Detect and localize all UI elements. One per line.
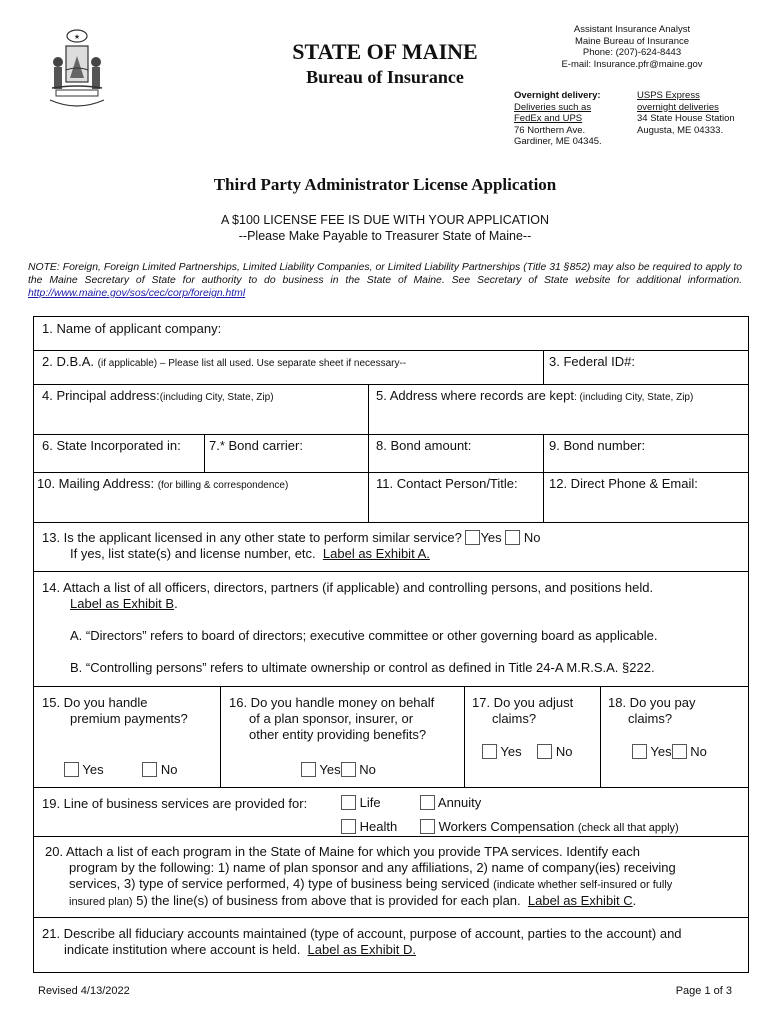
question-17 bbox=[472, 695, 597, 727]
column-divider bbox=[204, 434, 205, 472]
question-text: 16. Do you handle money on behalf bbox=[229, 695, 435, 710]
q18-options bbox=[632, 744, 752, 760]
option-label: Annuity bbox=[437, 795, 482, 810]
field-label: 12. Direct Phone & Email: bbox=[549, 476, 698, 491]
option-label: Yes bbox=[480, 530, 502, 545]
field-label: 8. Bond amount: bbox=[376, 438, 472, 453]
contact-phone: Phone: (207)-624-8443 bbox=[582, 47, 682, 58]
field-principal-address[interactable] bbox=[42, 388, 274, 406]
q13-yes-checkbox[interactable] bbox=[465, 530, 480, 545]
question-text: indicate institution where account is held. bbox=[64, 942, 301, 957]
page-number: Page 1 of 3 bbox=[675, 985, 732, 997]
q14-definition-a: A. “Directors” refers to board of directors; executive committee or other governing board as applicable. bbox=[70, 628, 658, 643]
row-divider bbox=[34, 686, 748, 687]
field-federal-id[interactable] bbox=[549, 354, 635, 370]
q19-health-checkbox[interactable] bbox=[341, 819, 356, 834]
option-label: No bbox=[523, 530, 541, 545]
field-dba[interactable] bbox=[42, 354, 406, 372]
row-divider bbox=[34, 571, 748, 572]
question-19 bbox=[42, 796, 742, 812]
field-label: 11. Contact Person/Title: bbox=[376, 476, 518, 491]
question-text: 14. Attach a list of all officers, directors, partners (if applicable) and controlling persons, and positions held. bbox=[42, 580, 654, 595]
exhibit-label: Label as Exhibit A. bbox=[322, 546, 430, 561]
field-hint: (if applicable) – Please list all used. Use separate sheet if necessary-- bbox=[97, 358, 407, 369]
option-label: Yes bbox=[650, 744, 672, 759]
contact-email: E-mail: Insurance.pfr@maine.gov bbox=[561, 58, 703, 70]
q19-workers-option bbox=[420, 819, 679, 836]
column-divider bbox=[543, 350, 544, 384]
question-text: program by the following: 1) name of plan sponsor and any affiliations, 2) name of company(ies) receiving bbox=[69, 860, 676, 875]
field-label: 3. Federal ID#: bbox=[549, 354, 635, 369]
field-label: 6. State Incorporated in: bbox=[42, 438, 181, 453]
overnight-line: Deliveries such as bbox=[514, 101, 592, 113]
q19-life-option bbox=[341, 795, 381, 811]
q15-yes-checkbox[interactable] bbox=[64, 762, 79, 777]
column-divider bbox=[368, 384, 369, 434]
field-hint: (including City, State, Zip) bbox=[159, 392, 274, 403]
exhibit-end: . bbox=[632, 893, 637, 908]
question-20 bbox=[45, 844, 745, 910]
row-divider bbox=[34, 384, 748, 385]
q13-no-checkbox[interactable] bbox=[505, 530, 520, 545]
q19-annuity-option bbox=[420, 795, 481, 811]
foreign-note bbox=[28, 261, 742, 300]
q18-no-checkbox[interactable] bbox=[672, 744, 687, 759]
option-label: Health bbox=[359, 819, 398, 834]
column-divider bbox=[368, 434, 369, 522]
maine-state-seal-icon bbox=[48, 22, 106, 110]
option-label: No bbox=[359, 762, 376, 777]
field-state-incorporated[interactable] bbox=[42, 438, 181, 454]
q19-annuity-checkbox[interactable] bbox=[420, 795, 435, 810]
field-label: 5. Address where records are kept bbox=[376, 388, 574, 403]
field-records-address[interactable] bbox=[376, 388, 693, 406]
question-text: 17. Do you adjust bbox=[472, 695, 574, 710]
field-label: 2. D.B.A. bbox=[42, 354, 95, 369]
exhibit-label: Label as Exhibit D. bbox=[307, 942, 416, 957]
contact-block bbox=[552, 24, 712, 70]
question-text: 21. Describe all fiduciary accounts maintained (type of account, purpose of account, parties to the account) and bbox=[42, 926, 682, 941]
payable-notice: --Please Make Payable to Treasurer State of Maine-- bbox=[238, 229, 532, 243]
q19-life-checkbox[interactable] bbox=[341, 795, 356, 810]
row-divider bbox=[34, 787, 748, 788]
question-18 bbox=[608, 695, 743, 727]
usps-line: 34 State House Station bbox=[637, 113, 735, 124]
field-applicant-name[interactable] bbox=[42, 321, 221, 337]
page-subtitle: Bureau of Insurance bbox=[306, 67, 464, 87]
question-text: premium payments? bbox=[70, 711, 188, 726]
note-text: NOTE: Foreign, Foreign Limited Partnerships, Limited Liability Companies, or Limited Liability Partnerships (Title 31 §852) may also be required to apply to the Maine Secretary of State for authority to do business in the State of Maine. See Secretary of State website for additional information. bbox=[28, 262, 742, 286]
row-divider bbox=[34, 917, 748, 918]
state-seal bbox=[48, 22, 106, 110]
option-label: Life bbox=[359, 795, 381, 810]
question-14 bbox=[42, 580, 742, 676]
q19-health-option bbox=[341, 819, 397, 835]
question-15 bbox=[42, 695, 217, 727]
overnight-line: 76 Northern Ave. bbox=[514, 124, 586, 136]
column-divider bbox=[600, 686, 601, 787]
question-text: of a plan sponsor, insurer, or bbox=[249, 711, 414, 726]
application-form bbox=[33, 316, 749, 973]
question-text: 18. Do you pay bbox=[608, 695, 696, 710]
fee-notice: A $100 LICENSE FEE IS DUE WITH YOUR APPLICATION bbox=[220, 213, 550, 227]
field-bond-number[interactable] bbox=[549, 438, 645, 454]
usps-line: overnight deliveries bbox=[637, 101, 719, 113]
option-label: No bbox=[690, 744, 707, 759]
question-text: 20. Attach a list of each program in the State of Maine for which you provide TPA services. Identify each bbox=[45, 844, 640, 859]
overnight-delivery-block bbox=[514, 90, 634, 148]
row-divider bbox=[34, 434, 748, 435]
question-text: claims? bbox=[628, 711, 673, 726]
q16-yes-checkbox[interactable] bbox=[301, 762, 316, 777]
contact-line: Maine Bureau of Insurance bbox=[574, 35, 690, 47]
question-text: services, 3) type of service performed, 4) type of business being serviced bbox=[69, 876, 490, 891]
question-text: other entity providing benefits? bbox=[249, 727, 427, 742]
q16-options bbox=[301, 762, 461, 778]
question-hint: insured plan) bbox=[69, 896, 133, 908]
question-text: 15. Do you handle bbox=[42, 695, 148, 710]
question-hint: (indicate whether self-insured or fully bbox=[493, 879, 673, 891]
field-bond-amount[interactable] bbox=[376, 438, 471, 454]
row-divider bbox=[34, 836, 748, 837]
form-title: Third Party Administrator License Application bbox=[213, 175, 557, 194]
field-bond-carrier[interactable] bbox=[209, 438, 303, 454]
column-divider bbox=[543, 434, 544, 522]
question-text: 13. Is the applicant licensed in any other state to perform similar service? bbox=[42, 530, 462, 545]
usps-line: USPS Express bbox=[637, 90, 700, 101]
exhibit-label: Label as Exhibit B bbox=[70, 596, 175, 611]
overnight-heading: Overnight delivery: bbox=[514, 90, 601, 101]
revision-date: Revised 4/13/2022 bbox=[38, 985, 130, 997]
overnight-line: Gardiner, ME 04345. bbox=[514, 136, 602, 147]
option-label: Workers Compensation bbox=[438, 819, 575, 834]
question-21 bbox=[42, 926, 746, 958]
q14-definition-b: B. “Controlling persons” refers to ultimate ownership or control as defined in Title 24-A M.R.S.A. §222. bbox=[70, 660, 655, 675]
field-phone-email[interactable] bbox=[549, 476, 698, 492]
option-label: Yes bbox=[82, 762, 104, 777]
field-label: 9. Bond number: bbox=[549, 438, 646, 453]
option-label: Yes bbox=[500, 744, 522, 759]
row-divider bbox=[34, 472, 748, 473]
field-label: 4. Principal address: bbox=[42, 388, 160, 403]
svg-text:★: ★ bbox=[73, 33, 81, 41]
page-title: STATE OF MAINE bbox=[292, 39, 478, 64]
exhibit-label: Label as Exhibit C bbox=[527, 893, 633, 908]
exhibit-end: . bbox=[174, 596, 178, 611]
q19-workers-checkbox[interactable] bbox=[420, 819, 435, 834]
q15-options bbox=[64, 762, 224, 778]
field-label: 1. Name of applicant company: bbox=[42, 321, 222, 336]
question-text: 5) the line(s) of business from above that is provided for each plan. bbox=[136, 893, 521, 908]
q18-yes-checkbox[interactable] bbox=[632, 744, 647, 759]
question-text: claims? bbox=[492, 711, 537, 726]
secretary-of-state-link[interactable]: http://www.maine.gov/sos/cec/corp/foreign.html bbox=[28, 288, 246, 299]
q17-options bbox=[482, 744, 602, 760]
row-divider bbox=[34, 350, 748, 351]
row-divider bbox=[34, 522, 748, 523]
field-label: 10. Mailing Address: bbox=[37, 476, 155, 491]
usps-delivery-block bbox=[637, 90, 757, 136]
q17-yes-checkbox[interactable] bbox=[482, 744, 497, 759]
option-label: No bbox=[555, 744, 573, 759]
contact-line: Assistant Insurance Analyst bbox=[573, 24, 691, 35]
field-hint: : (including City, State, Zip) bbox=[574, 392, 694, 403]
overnight-line: FedEx and UPS bbox=[514, 113, 583, 124]
question-16 bbox=[229, 695, 461, 743]
question-13 bbox=[42, 530, 742, 562]
q15-no-checkbox[interactable] bbox=[142, 762, 157, 777]
q17-no-checkbox[interactable] bbox=[537, 744, 552, 759]
question-text: If yes, list state(s) and license number, etc. bbox=[70, 546, 316, 561]
field-label: 7.* Bond carrier: bbox=[209, 438, 303, 453]
option-hint: (check all that apply) bbox=[577, 822, 679, 834]
usps-line: Augusta, ME 04333. bbox=[637, 124, 724, 136]
question-text: 19. Line of business services are provided for: bbox=[42, 796, 308, 811]
field-contact-person[interactable] bbox=[376, 476, 518, 492]
q16-no-checkbox[interactable] bbox=[341, 762, 356, 777]
column-divider bbox=[464, 686, 465, 787]
field-mailing-address[interactable] bbox=[37, 476, 288, 494]
option-label: Yes bbox=[319, 762, 341, 777]
option-label: No bbox=[160, 762, 178, 777]
field-hint: (for billing & correspondence) bbox=[157, 480, 289, 491]
